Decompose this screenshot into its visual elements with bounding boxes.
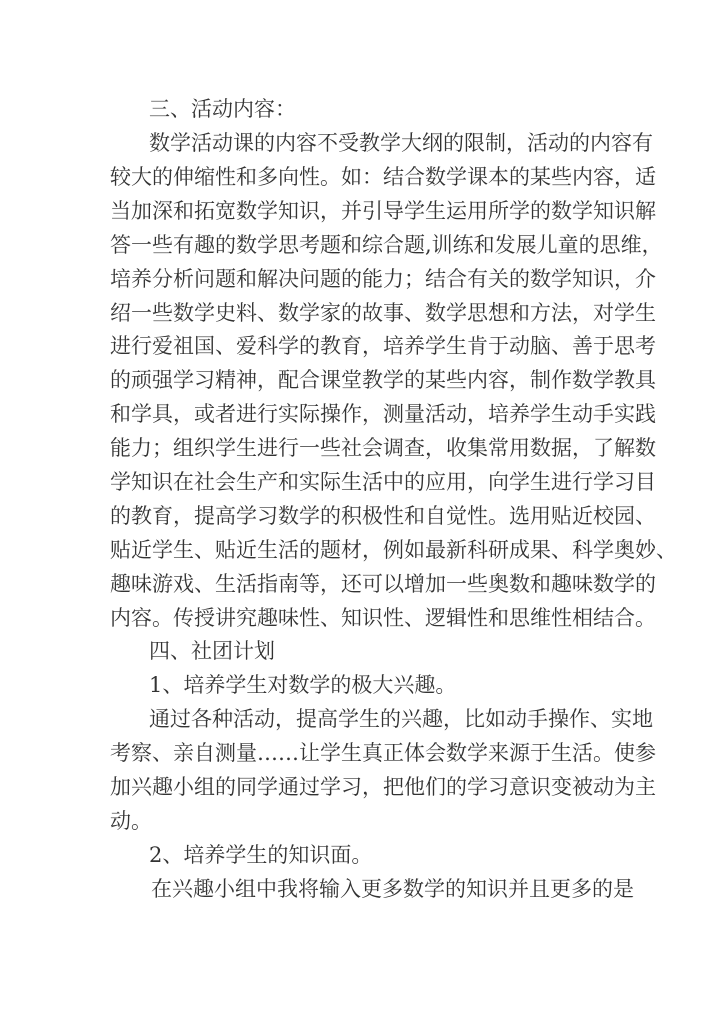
paragraph-line: 趣味游戏、生活指南等，还可以增加一些奥数和趣味数学的	[110, 572, 656, 596]
paragraph-line: 绍一些数学史料、数学家的故事、数学思想和方法，对学生	[110, 301, 656, 325]
paragraph-line: 能力；组织学生进行一些社会调查，收集常用数据，了解数	[110, 436, 656, 460]
paragraph-line: 和学具，或者进行实际操作，测量活动，培养学生动手实践	[110, 402, 656, 426]
paragraph-line: 学知识在社会生产和实际生活中的应用，向学生进行学习目	[110, 470, 656, 494]
paragraph-line: 当加深和拓宽数学知识，并引导学生运用所学的数学知识解	[110, 199, 656, 223]
section-heading: 四、社团计划	[149, 639, 275, 663]
paragraph-line: 答一些有趣的数学思考题和综合题,训练和发展儿童的思维，	[110, 233, 663, 257]
paragraph-line: 内容。传授讲究趣味性、知识性、逻辑性和思维性相结合。	[110, 606, 656, 630]
paragraph-line: 考察、亲自测量……让学生真正体会数学来源于生活。使参	[110, 741, 656, 765]
paragraph-line: 培养分析问题和解决问题的能力；结合有关的数学知识，介	[110, 267, 656, 291]
paragraph-line: 较大的伸缩性和多向性。如：结合数学课本的某些内容，适	[110, 165, 656, 189]
paragraph-line: 动。	[110, 809, 152, 833]
paragraph-line: 通过各种活动，提高学生的兴趣，比如动手操作、实地	[149, 707, 653, 731]
paragraph-line: 进行爱祖国、爱科学的教育，培养学生肯于动脑、善于思考	[110, 334, 656, 358]
paragraph-line: 的教育，提高学习数学的积极性和自觉性。选用贴近校园、	[110, 504, 656, 528]
paragraph-line: 加兴趣小组的同学通过学习，把他们的学习意识变被动为主	[110, 775, 656, 799]
paragraph-line: 贴近学生、贴近生活的题材，例如最新科研成果、科学奥妙、	[110, 538, 677, 562]
paragraph-line: 的顽强学习精神，配合课堂教学的某些内容，制作数学教具	[110, 368, 656, 392]
paragraph-line: 在兴趣小组中我将输入更多数学的知识并且更多的是	[151, 877, 634, 901]
item-heading: 1、培养学生对数学的极大兴趣。	[149, 673, 457, 697]
item-heading: 2、培养学生的知识面。	[149, 843, 373, 867]
paragraph-line: 数学活动课的内容不受教学大纲的限制，活动的内容有	[149, 131, 653, 155]
section-heading: 三、活动内容：	[149, 97, 296, 121]
